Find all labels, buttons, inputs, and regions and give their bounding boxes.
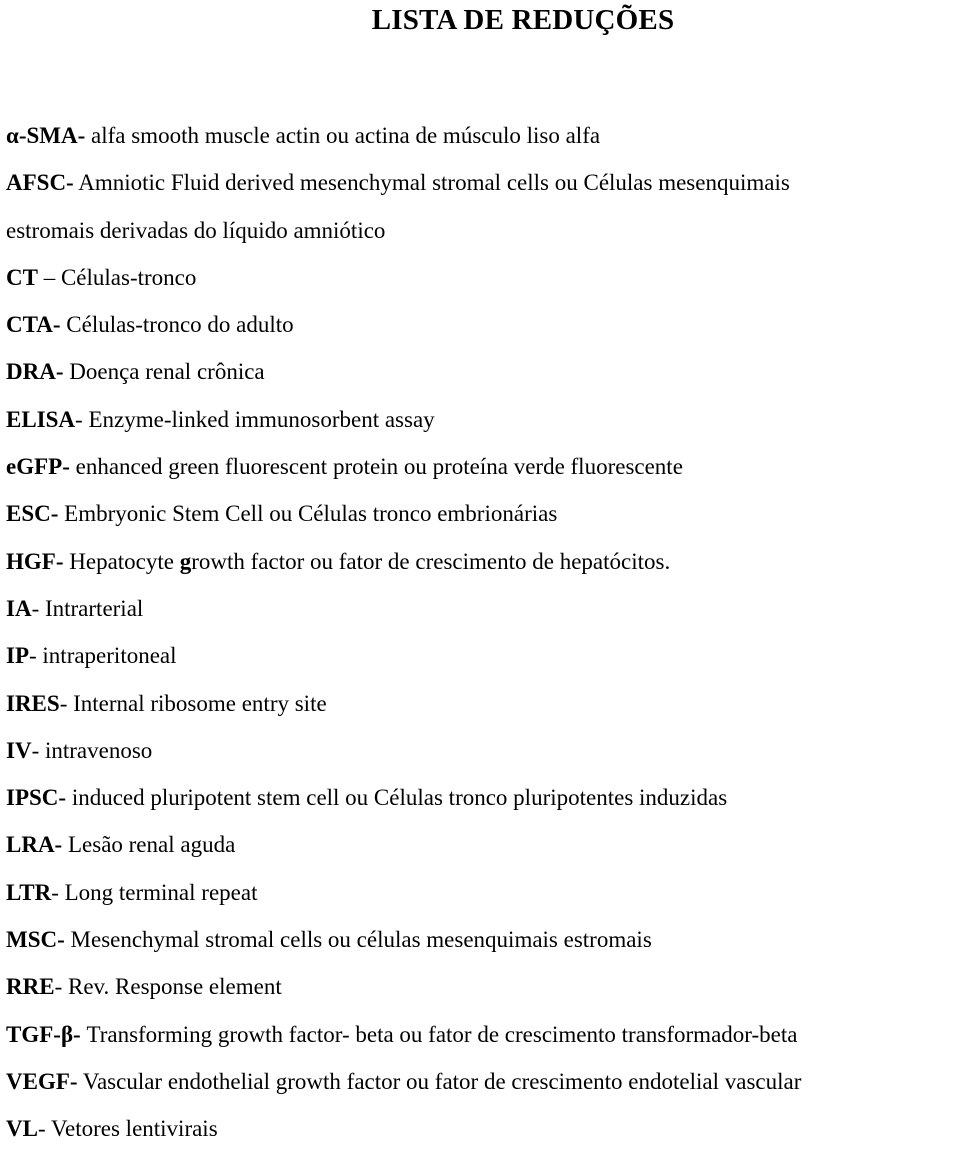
abbreviation-definition: Lesão renal aguda xyxy=(62,832,236,858)
abbreviation-definition: - intraperitoneal xyxy=(29,643,177,669)
list-item xyxy=(6,963,956,1010)
abbreviation-term: ELISA xyxy=(6,406,76,432)
abbreviation-term: CT xyxy=(6,264,38,290)
list-item xyxy=(6,112,956,159)
abbreviation-definition: - Long terminal repeat xyxy=(51,879,258,905)
abbreviation-definition: Embryonic Stem Cell ou Células tronco embrionárias xyxy=(58,501,558,527)
list-item xyxy=(6,159,956,206)
list-item xyxy=(6,585,956,632)
abbreviation-term: VL xyxy=(6,1116,38,1142)
list-item xyxy=(6,254,956,301)
abbreviation-definition: Células-tronco do adulto xyxy=(60,312,294,338)
abbreviation-term: HGF- xyxy=(6,548,64,574)
abbreviation-term: IV xyxy=(6,737,32,763)
abbreviation-term: AFSC- xyxy=(6,170,74,196)
abbreviation-term: ESC- xyxy=(6,501,59,527)
abbreviation-term: CTA- xyxy=(6,312,61,338)
list-item xyxy=(6,727,956,774)
abbreviation-definition: Transforming growth factor- beta ou fator de crescimento transformador-beta xyxy=(80,1021,798,1047)
list-item xyxy=(6,348,956,395)
abbreviation-definition: rowth factor ou fator de crescimento de hepatócitos. xyxy=(191,548,671,574)
abbreviation-definition-prefix: Hepatocyte xyxy=(63,548,180,574)
list-item xyxy=(6,301,956,348)
abbreviation-definition: Amniotic Fluid derived mesenchymal stromal cells ou Células mesenquimais xyxy=(73,170,790,196)
abbreviation-term: DRA- xyxy=(6,359,64,385)
abbreviation-definition: - Internal ribosome entry site xyxy=(59,690,327,716)
abbreviation-term: TGF-β- xyxy=(6,1021,81,1047)
abbreviation-definition: Vascular endothelial growth factor ou fator de crescimento endotelial vascular xyxy=(77,1068,802,1094)
list-item xyxy=(6,821,956,868)
abbreviation-term: RRE xyxy=(6,974,55,1000)
abbreviation-term: IP xyxy=(6,643,29,669)
abbreviation-term: IRES xyxy=(6,690,60,716)
abbreviation-definition: alfa smooth muscle actin ou actina de músculo liso alfa xyxy=(85,123,601,148)
list-item xyxy=(6,916,956,963)
abbreviation-term: VEGF- xyxy=(6,1068,78,1094)
list-item xyxy=(6,538,956,585)
abbreviation-definition: enhanced green fluorescent protein ou proteína verde fluorescente xyxy=(69,454,683,480)
abbreviation-definition: – Células-tronco xyxy=(37,264,197,290)
list-item-continuation xyxy=(6,207,956,254)
list-item xyxy=(6,1058,956,1105)
abbreviation-term: IPSC- xyxy=(6,785,67,811)
abbreviation-definition-emphasis: g xyxy=(179,548,192,574)
abbreviation-term: α-SMA- xyxy=(6,123,86,148)
list-item xyxy=(6,396,956,443)
abbreviation-list xyxy=(6,112,956,1153)
abbreviation-definition: estromais derivadas do líquido amniótico xyxy=(6,217,386,243)
abbreviation-definition: - intravenoso xyxy=(31,737,153,763)
list-item xyxy=(6,1011,956,1058)
page-title: LISTA DE REDUÇÕES xyxy=(371,4,675,36)
abbreviation-definition: Mesenchymal stromal cells ou células mesenquimais estromais xyxy=(64,927,652,953)
abbreviation-definition: - Enzyme-linked immunosorbent assay xyxy=(75,406,435,432)
abbreviation-term: LTR xyxy=(6,879,52,905)
abbreviation-definition: - Vetores lentivirais xyxy=(37,1116,218,1142)
abbreviation-term: LRA- xyxy=(6,832,63,858)
list-item xyxy=(6,869,956,916)
list-item xyxy=(6,443,956,490)
abbreviation-term: MSC- xyxy=(6,927,65,953)
list-item xyxy=(6,490,956,537)
abbreviation-term: IA xyxy=(6,595,32,621)
abbreviation-definition: - Intrarterial xyxy=(31,595,144,621)
list-item xyxy=(6,680,956,727)
list-item xyxy=(6,1105,956,1152)
abbreviation-definition: - Rev. Response element xyxy=(54,974,282,1000)
list-item xyxy=(6,774,956,821)
abbreviation-term: eGFP- xyxy=(6,454,70,480)
abbreviation-definition: induced pluripotent stem cell ou Células tronco pluripotentes induzidas xyxy=(66,785,728,811)
list-item xyxy=(6,632,956,679)
abbreviation-definition: Doença renal crônica xyxy=(63,359,265,385)
